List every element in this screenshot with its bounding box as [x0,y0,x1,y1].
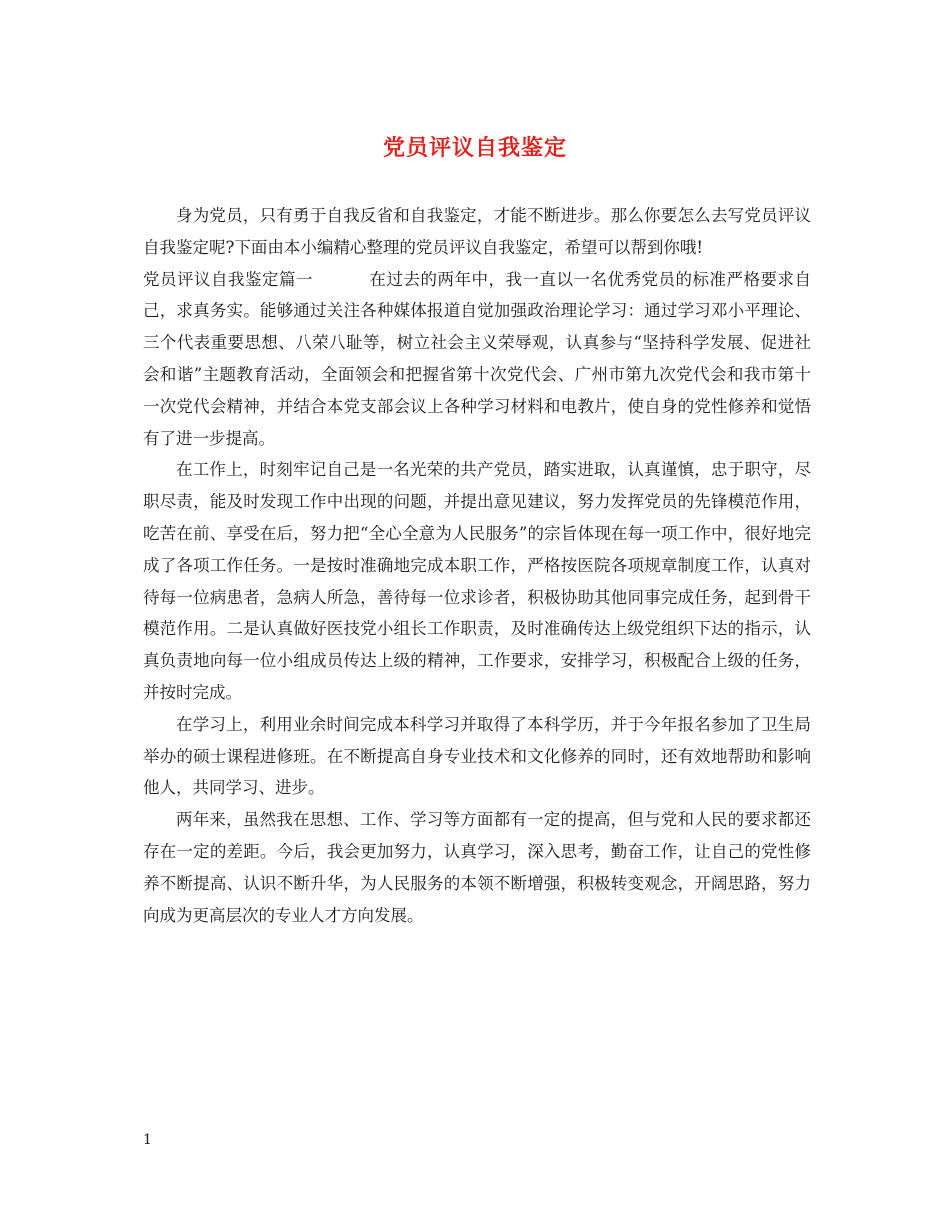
paragraph-4: 两年来，虽然我在思想、工作、学习等方面都有一定的提高，但与党和人民的要求都还存在一定的差距。今后，我会更加努力，认真学习，深入思考，勤奋工作，让自己的党性修养不断提高、认识不断升华，为人民服务的本领不断增强，积极转变观念，开阔思路，努力向成为更高层次的专业人才方向发展。 [143,810,811,925]
document-title: 党员评议自我鉴定 [382,135,567,161]
paragraph-2: 在工作上，时刻牢记自己是一名光荣的共产党员，踏实进取，认真谨慎，忠于职守，尽职尽责，能及时发现工作中出现的问题，并提出意见建议，努力发挥党员的先锋模范作用，吃苦在前、享受在后，努力把“全心全意为人民服务”的宗旨体现在每一项工作中，很好地完成了各项工作任务。一是按时准确地完成本职工作，严格按医院各项规章制度工作，认真对待每一位病患者，急病人所急，善待每一位求诊者，积极协助其他同事完成任务，起到骨干模范作用。二是认真做好医技党小组长工作职责，及时准确传达上级党组织下达的指示，认真负责地向每一位小组成员传达上级的精神，工作要求，安排学习，积极配合上级的任务，并按时完成。 [143,460,811,702]
intro-paragraph: 身为党员，只有勇于自我反省和自我鉴定，才能不断进步。那么你要怎么去写党员评议自我鉴定呢?下面由本小编精心整理的党员评议自我鉴定，希望可以帮到你哦! [143,206,811,257]
paragraph-3: 在学习上，利用业余时间完成本科学习并取得了本科学历，并于今年报名参加了卫生局举办的硕士课程进修班。在不断提高自身专业技术和文化修养的同时，还有效地帮助和影响他人，共同学习、进步。 [143,714,811,798]
page-number: 1 [143,1132,152,1148]
section-heading: 党员评议自我鉴定篇一 [143,269,313,289]
section-paragraph-1 [143,264,811,455]
paragraph-1-text: 在过去的两年中，我一直以一名优秀党员的标准严格要求自己，求真务实。能够通过关注各种媒体报道自觉加强政治理论学习：通过学习邓小平理论、三个代表重要思想、八荣八耻等，树立社会主义荣辱观，认真参与“坚持科学发展、促进社会和谐”主题教育活动，全面领会和把握省第十次党代会、广州市第九次党代会和我市第十一次党代会精神，并结合本党支部会议上各种学习材料和电教片，使自身的党性修养和觉悟有了进一步提高。 [143,269,811,448]
document-body [143,200,811,931]
